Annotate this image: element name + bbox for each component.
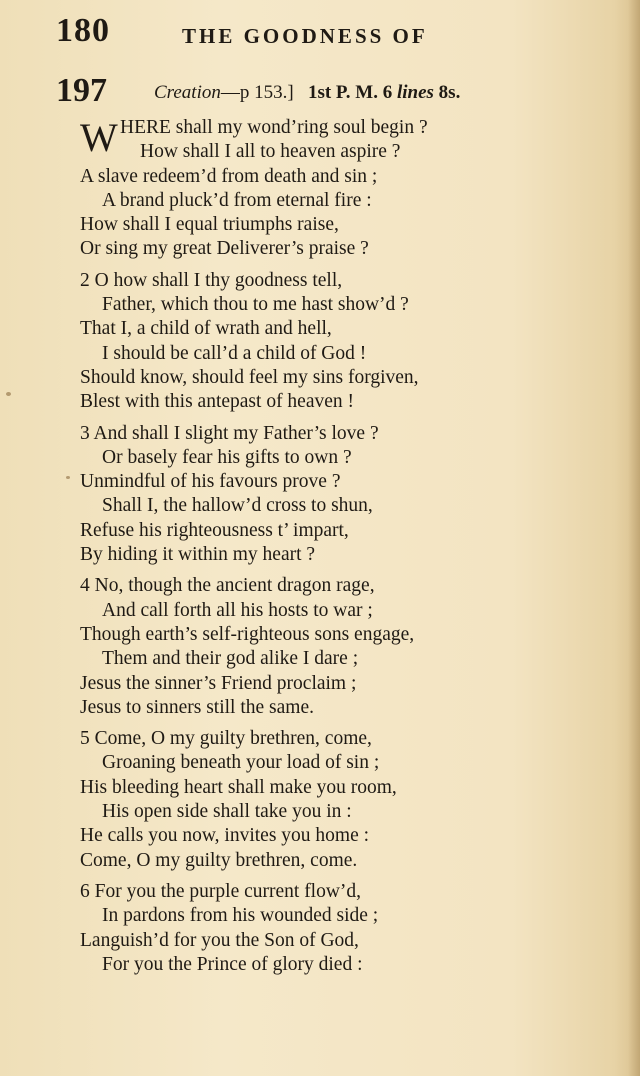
page-number: 180 (56, 12, 110, 49)
verse-line-text: HERE shall my wond’ring soul begin ? (120, 117, 428, 138)
verse-line: A slave redeem’d from death and sin ; (80, 165, 378, 187)
verse-2 (80, 269, 600, 415)
verse-line: For you the Prince of glory died : (102, 953, 363, 975)
verse-line: 5 Come, O my guilty brethren, come, (80, 728, 372, 750)
paper-speck (66, 476, 70, 479)
verse-line: 6 For you the purple current flow’d, (80, 880, 362, 902)
running-head-title: THE GOODNESS OF (182, 24, 428, 48)
verse-line: Should know, should feel my sins forgiven, (80, 366, 419, 388)
verse-line: 4 No, though the ancient dragon rage, (80, 575, 375, 597)
verse-line: A brand pluck’d from eternal fire : (102, 189, 372, 211)
verse-line: 2 O how shall I thy goodness tell, (80, 269, 343, 291)
tune-page-ref: —p 153.] (220, 82, 294, 103)
verse-line: And call forth all his hosts to war ; (102, 599, 373, 621)
page-edge-shadow (628, 0, 640, 1076)
verse-3 (80, 422, 600, 568)
verse-line: I should be call’d a child of God ! (102, 342, 367, 364)
verse-line: How shall I equal triumphs raise, (80, 214, 339, 236)
verse-line: Jesus the sinner’s Friend proclaim ; (80, 672, 357, 694)
verse-line: That I, a child of wrath and hell, (80, 318, 332, 340)
tune-name: Creation (154, 82, 221, 103)
meter-lines: lines (396, 82, 434, 103)
drop-cap: W (80, 115, 118, 160)
hymn-verses (80, 116, 600, 984)
tune-reference (154, 82, 460, 104)
verse-line: In pardons from his wounded side ; (102, 905, 379, 927)
meter-suffix: 8s. (438, 82, 461, 103)
running-head (56, 12, 616, 56)
verse-5 (80, 727, 600, 873)
verse-line: How shall I all to heaven aspire ? (140, 141, 401, 163)
verse-line: Though earth’s self-righteous sons engage, (80, 623, 415, 645)
verse-line: Or sing my great Deliverer’s praise ? (80, 238, 369, 260)
verse-line: By hiding it within my heart ? (80, 544, 316, 566)
hymn-header (56, 72, 616, 112)
verse-line: Languish’d for you the Son of God, (80, 929, 359, 951)
verse-line: Come, O my guilty brethren, come. (80, 849, 358, 871)
verse-line: Them and their god alike I dare ; (102, 648, 359, 670)
verse-line: Or basely fear his gifts to own ? (102, 446, 352, 468)
verse-line: Jesus to sinners still the same. (80, 696, 314, 718)
verse-line: Shall I, the hallow’d cross to shun, (102, 495, 373, 517)
verse-line: His open side shall take you in : (102, 801, 352, 823)
hymn-number: 197 (56, 72, 107, 109)
verse-line: Groaning beneath your load of sin ; (102, 752, 380, 774)
paper-speck (6, 392, 11, 396)
verse-line: Unmindful of his favours prove ? (80, 471, 341, 493)
meter-prefix: 1st P. M. 6 (307, 82, 393, 103)
verse-line: 3 And shall I slight my Father’s love ? (80, 422, 379, 444)
verse-line: He calls you now, invites you home : (80, 825, 370, 847)
verse-line: Father, which thou to me hast show’d ? (102, 294, 409, 316)
verse-line: Blest with this antepast of heaven ! (80, 391, 355, 413)
verse-1 (80, 116, 600, 262)
verse-4 (80, 574, 600, 720)
verse-line: His bleeding heart shall make you room, (80, 776, 397, 798)
verse-6 (80, 880, 600, 977)
verse-line: Refuse his righteousness t’ impart, (80, 519, 349, 541)
